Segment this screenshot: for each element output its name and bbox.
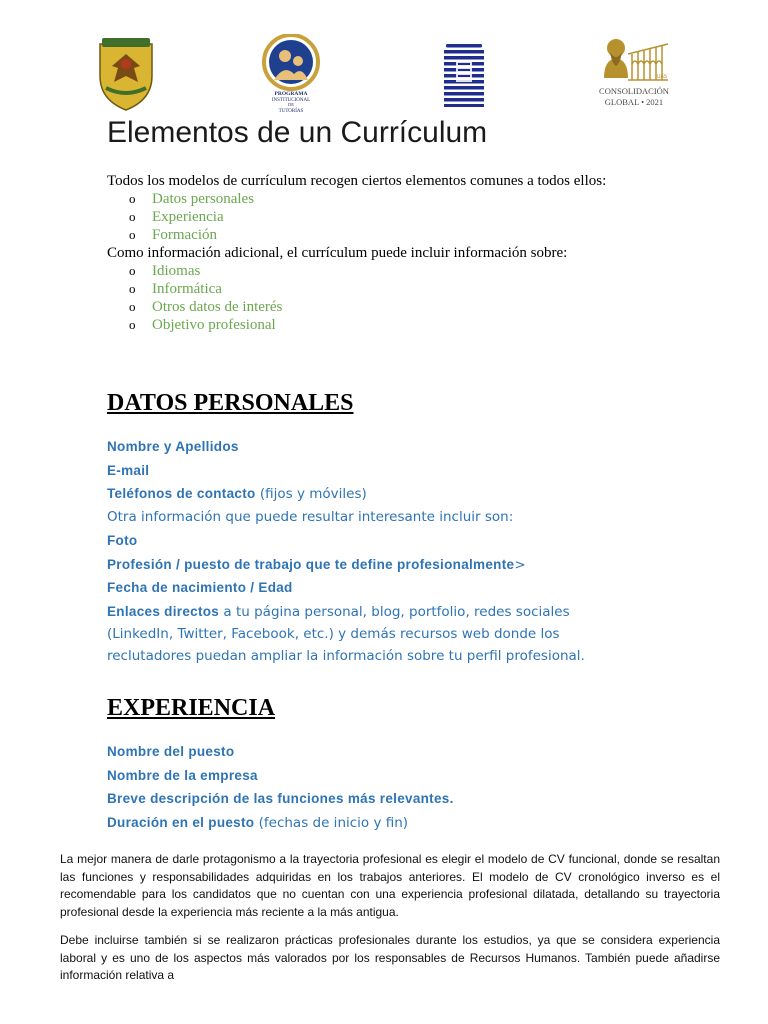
foto-label: Foto	[107, 533, 138, 548]
datos-personales-heading: DATOS PERSONALES	[107, 390, 354, 416]
intro-section	[107, 172, 606, 334]
datos-personales-section	[107, 435, 667, 667]
email-label: E-mail	[107, 462, 150, 478]
empresa-label: Nombre de la empresa	[107, 767, 258, 783]
list-item: o Datos personales	[129, 191, 255, 207]
profesion-suffix: >	[514, 556, 526, 573]
body-paragraph: Debe incluirse también si se realizaron prácticas profesionales durante los estudios, ya que se considera experiencia laboral y es uno de los aspectos más valorados por los responsables de Recursos Humanos. También puede añadirse información relativa a	[60, 933, 720, 982]
list-item: o Experiencia	[129, 209, 224, 225]
experiencia-section	[107, 740, 667, 834]
duracion-note: (fechas de inicio y fin)	[254, 814, 409, 831]
telefonos-label: Teléfonos de contacto	[107, 486, 256, 501]
bullet-marker: o	[129, 317, 136, 332]
nombre-label: Nombre y Apellidos	[107, 439, 239, 454]
bullet-marker: o	[129, 209, 136, 224]
logo-bar	[0, 30, 768, 112]
intro-lead: Todos los modelos de currículum recogen ciertos elementos comunes a todos ellos:	[107, 173, 607, 189]
bullet-marker: o	[129, 191, 136, 206]
list-item: o Informática	[129, 281, 222, 297]
otra-info-text: Otra información que puede resultar interesante incluir son:	[107, 508, 514, 525]
descripcion-label: Breve descripción de las funciones más relevantes.	[107, 791, 454, 806]
main-elements-list	[107, 190, 606, 244]
body-paragraph: La mejor manera de darle protagonismo a la trayectoria profesional es elegir el modelo de CV funcional, donde se resaltan las funciones y responsabilidades adquiridas en los trabajos anteriores. El modelo de CV cronológico inverso es el recomendable para los candidatos que no cuentan con una experiencia profesional dilatada, detallando su trayectoria profesional desde la experiencia más reciente a la más antigua.	[60, 852, 720, 919]
list-item: o Formación	[129, 227, 217, 243]
list-item: o Otros datos de interés	[129, 299, 283, 315]
puesto-label: Nombre del puesto	[107, 744, 235, 759]
tutorias-line-3: DE	[288, 102, 294, 107]
bullet-marker: o	[129, 263, 136, 278]
additional-elements-list	[107, 262, 606, 334]
profesion-label: Profesión / puesto de trabajo que te define profesionalmente	[107, 556, 515, 572]
list-item: o Idiomas	[129, 263, 201, 279]
bullet-marker: o	[129, 227, 136, 242]
tutorias-line-2: INSTITUCIONAL	[271, 98, 311, 103]
bullet-marker: o	[129, 299, 136, 314]
consolidacion-line-2: GLOBAL • 2021	[604, 97, 664, 107]
uas-tag: UAS	[656, 74, 668, 80]
tutorias-line-1: PROGRAMA	[274, 91, 308, 97]
university-crest-logo	[96, 36, 156, 112]
consolidacion-line-1: CONSOLIDACIÓN	[599, 86, 669, 96]
bullet-marker: o	[129, 281, 136, 296]
experiencia-heading: EXPERIENCIA	[107, 695, 276, 721]
telefonos-note: (fijos y móviles)	[255, 486, 367, 502]
enlaces-text: a tu página personal, blog, portfolio, redes sociales (LinkedIn, Twitter, Facebook, etc.) y demás recursos web donde los reclutadores puedan ampliar la información sobre tu perfil profesional.	[107, 603, 585, 664]
enlaces-label: Enlaces directos	[107, 603, 220, 619]
tutorias-line-4: TUTORÍAS	[278, 109, 304, 114]
tutorias-program-logo	[260, 34, 322, 114]
striped-emblem-logo	[438, 38, 490, 108]
consolidacion-global-logo	[598, 34, 670, 110]
fecha-label: Fecha de nacimiento / Edad	[107, 580, 293, 595]
duracion-label: Duración en el puesto	[107, 814, 255, 830]
list-item: o Objetivo profesional	[129, 317, 276, 333]
page-title: Elementos de un Currículum	[107, 116, 488, 149]
additional-lead: Como información adicional, el currículum puede incluir información sobre:	[107, 245, 568, 261]
